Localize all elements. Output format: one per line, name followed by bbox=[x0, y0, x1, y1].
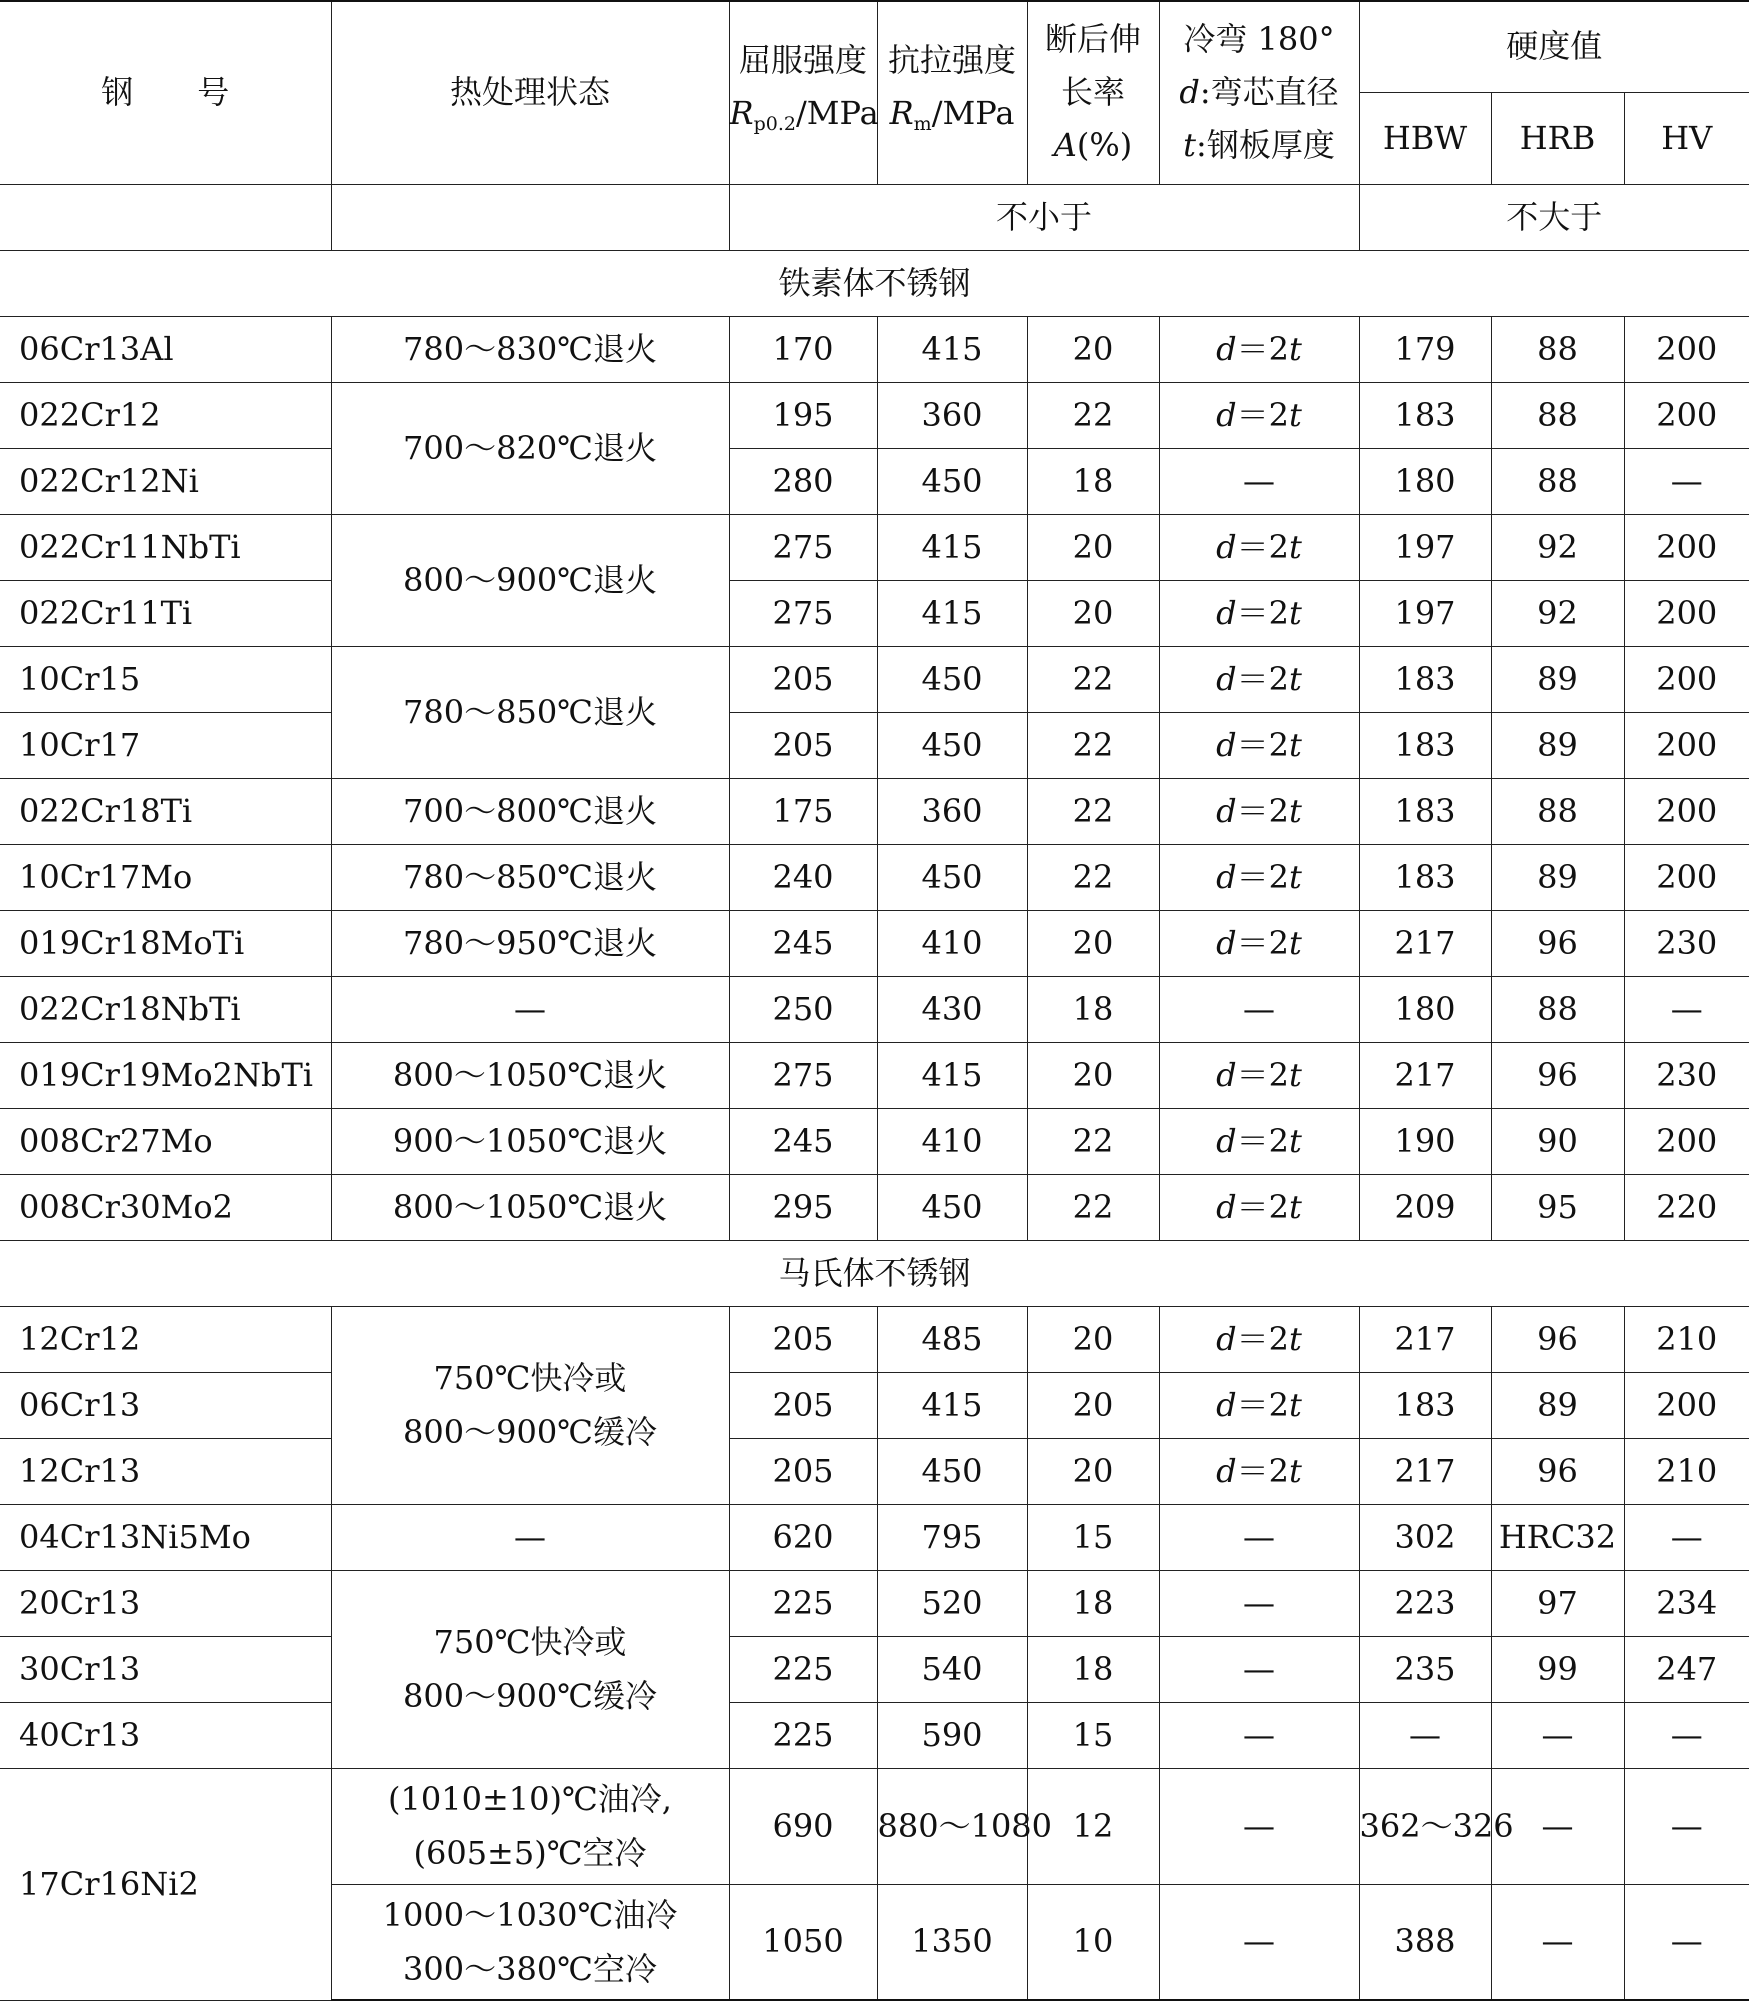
rp-cell: 205 bbox=[729, 712, 877, 778]
table-row bbox=[0, 976, 1749, 1042]
hv-cell: 230 bbox=[1624, 1042, 1749, 1108]
cold-bend-t: t:钢板厚度 bbox=[1183, 126, 1335, 165]
treatment-cell: — bbox=[331, 976, 729, 1042]
header-empty-grade bbox=[0, 184, 331, 250]
hbw-cell: 217 bbox=[1359, 1438, 1491, 1504]
grade-cell: 10Cr17 bbox=[0, 712, 331, 778]
bend-cell: d＝2t bbox=[1159, 844, 1359, 910]
hv-cell: — bbox=[1624, 1504, 1749, 1570]
bend-cell: d＝2t bbox=[1159, 1174, 1359, 1240]
hbw-cell: 388 bbox=[1359, 1884, 1491, 2000]
hv-cell: 210 bbox=[1624, 1438, 1749, 1504]
hv-cell: — bbox=[1624, 976, 1749, 1042]
bend-cell: — bbox=[1159, 1884, 1359, 2000]
rm-cell: 415 bbox=[877, 1372, 1027, 1438]
table-row bbox=[0, 316, 1749, 382]
a-cell: 20 bbox=[1027, 1372, 1159, 1438]
table-row bbox=[0, 1306, 1749, 1372]
rp-cell: 205 bbox=[729, 1306, 877, 1372]
bend-cell: d＝2t bbox=[1159, 910, 1359, 976]
a-cell: 20 bbox=[1027, 1306, 1159, 1372]
hv-cell: 200 bbox=[1624, 1108, 1749, 1174]
table-row bbox=[0, 382, 1749, 448]
hv-cell: 200 bbox=[1624, 514, 1749, 580]
table-row bbox=[0, 580, 1749, 646]
a-cell: 20 bbox=[1027, 316, 1159, 382]
a-cell: 20 bbox=[1027, 1042, 1159, 1108]
header-tensile-strength bbox=[877, 1, 1027, 184]
a-cell: 15 bbox=[1027, 1504, 1159, 1570]
hbw-cell: 183 bbox=[1359, 844, 1491, 910]
treatment-cell: 900～1050℃退火 bbox=[331, 1108, 729, 1174]
a-cell: 22 bbox=[1027, 646, 1159, 712]
hrb-cell: 95 bbox=[1491, 1174, 1624, 1240]
hrb-cell: 88 bbox=[1491, 382, 1624, 448]
rm-cell: 1350 bbox=[877, 1884, 1027, 2000]
hrb-cell: 88 bbox=[1491, 778, 1624, 844]
hv-cell: — bbox=[1624, 1768, 1749, 1884]
hv-cell: 230 bbox=[1624, 910, 1749, 976]
rp-cell: 295 bbox=[729, 1174, 877, 1240]
treatment-cell: 1000～1030℃油冷 300～380℃空冷 bbox=[331, 1884, 729, 2000]
tensile-strength-title: 抗拉强度 bbox=[887, 41, 1016, 80]
treatment-cell: (1010±10)℃油冷, (605±5)℃空冷 bbox=[331, 1768, 729, 1884]
treatment-cell: 780～850℃退火 bbox=[331, 646, 729, 778]
bend-cell: d＝2t bbox=[1159, 1372, 1359, 1438]
rp-cell: 620 bbox=[729, 1504, 877, 1570]
bend-cell: — bbox=[1159, 1504, 1359, 1570]
rm-cell: 520 bbox=[877, 1570, 1027, 1636]
grade-cell: 022Cr11NbTi bbox=[0, 514, 331, 580]
hbw-cell: 183 bbox=[1359, 382, 1491, 448]
rp-cell: 205 bbox=[729, 1372, 877, 1438]
a-cell: 10 bbox=[1027, 1884, 1159, 2000]
a-cell: 22 bbox=[1027, 712, 1159, 778]
table-row bbox=[0, 1108, 1749, 1174]
header-yield-strength bbox=[729, 1, 877, 184]
bend-cell: d＝2t bbox=[1159, 316, 1359, 382]
rp-cell: 280 bbox=[729, 448, 877, 514]
header-hbw: HBW bbox=[1359, 92, 1491, 184]
header-not-less: 不小于 bbox=[729, 184, 1359, 250]
rm-cell: 415 bbox=[877, 1042, 1027, 1108]
hv-cell: — bbox=[1624, 1884, 1749, 2000]
header-elongation bbox=[1027, 1, 1159, 184]
hrb-cell: 90 bbox=[1491, 1108, 1624, 1174]
hrb-cell: 96 bbox=[1491, 1042, 1624, 1108]
bend-cell: d＝2t bbox=[1159, 514, 1359, 580]
a-cell: 22 bbox=[1027, 844, 1159, 910]
hv-cell: 220 bbox=[1624, 1174, 1749, 1240]
grade-cell: 20Cr13 bbox=[0, 1570, 331, 1636]
grade-cell: 008Cr30Mo2 bbox=[0, 1174, 331, 1240]
rp-cell: 205 bbox=[729, 646, 877, 712]
hbw-cell: 190 bbox=[1359, 1108, 1491, 1174]
rm-cell: 415 bbox=[877, 316, 1027, 382]
hrb-cell: 96 bbox=[1491, 1438, 1624, 1504]
hbw-cell: 209 bbox=[1359, 1174, 1491, 1240]
rm-cell: 450 bbox=[877, 1174, 1027, 1240]
bend-cell: d＝2t bbox=[1159, 778, 1359, 844]
section-ferritic: 铁素体不锈钢 bbox=[0, 250, 1749, 316]
hrb-cell: 88 bbox=[1491, 976, 1624, 1042]
yield-strength-unit: $R_{p0.2}$/MPa bbox=[729, 94, 879, 136]
rp-cell: 225 bbox=[729, 1702, 877, 1768]
grade-cell: 022Cr18NbTi bbox=[0, 976, 331, 1042]
rp-cell: 175 bbox=[729, 778, 877, 844]
rm-cell: 590 bbox=[877, 1702, 1027, 1768]
hbw-cell: 183 bbox=[1359, 646, 1491, 712]
elongation-line1: 断后伸 bbox=[1044, 20, 1141, 59]
grade-cell: 17Cr16Ni2 bbox=[0, 1768, 331, 2000]
bend-cell: — bbox=[1159, 1702, 1359, 1768]
bend-cell: — bbox=[1159, 1768, 1359, 1884]
rm-cell: 540 bbox=[877, 1636, 1027, 1702]
hbw-cell: 223 bbox=[1359, 1570, 1491, 1636]
hrb-cell: 92 bbox=[1491, 514, 1624, 580]
a-cell: 20 bbox=[1027, 514, 1159, 580]
rp-cell: 1050 bbox=[729, 1884, 877, 2000]
hbw-cell: 217 bbox=[1359, 910, 1491, 976]
hv-cell: 200 bbox=[1624, 712, 1749, 778]
rm-cell: 450 bbox=[877, 646, 1027, 712]
rm-cell: 485 bbox=[877, 1306, 1027, 1372]
hv-cell: 200 bbox=[1624, 844, 1749, 910]
header-grade: 钢 号 bbox=[0, 1, 331, 184]
rp-cell: 225 bbox=[729, 1636, 877, 1702]
table-row bbox=[0, 844, 1749, 910]
treatment-cell: 780～850℃退火 bbox=[331, 844, 729, 910]
grade-cell: 06Cr13 bbox=[0, 1372, 331, 1438]
hrb-cell: 97 bbox=[1491, 1570, 1624, 1636]
rp-cell: 275 bbox=[729, 1042, 877, 1108]
grade-cell: 022Cr12 bbox=[0, 382, 331, 448]
table-row bbox=[0, 1636, 1749, 1702]
treatment-cell: 800～1050℃退火 bbox=[331, 1174, 729, 1240]
hbw-cell: 183 bbox=[1359, 712, 1491, 778]
rm-cell: 880～1080 bbox=[877, 1768, 1027, 1884]
grade-cell: 022Cr18Ti bbox=[0, 778, 331, 844]
table-row bbox=[0, 646, 1749, 712]
hv-cell: — bbox=[1624, 448, 1749, 514]
table-row bbox=[0, 1504, 1749, 1570]
hbw-cell: 180 bbox=[1359, 448, 1491, 514]
a-cell: 22 bbox=[1027, 1174, 1159, 1240]
treatment-cell: 700～820℃退火 bbox=[331, 382, 729, 514]
hv-cell: 200 bbox=[1624, 382, 1749, 448]
bend-cell: d＝2t bbox=[1159, 646, 1359, 712]
table-row bbox=[0, 448, 1749, 514]
yield-strength-title: 屈服强度 bbox=[738, 41, 867, 80]
grade-cell: 12Cr12 bbox=[0, 1306, 331, 1372]
rm-cell: 415 bbox=[877, 514, 1027, 580]
hbw-cell: 302 bbox=[1359, 1504, 1491, 1570]
bend-cell: d＝2t bbox=[1159, 580, 1359, 646]
treatment-cell: 750℃快冷或 800～900℃缓冷 bbox=[331, 1570, 729, 1768]
section-martensitic: 马氏体不锈钢 bbox=[0, 1240, 1749, 1306]
hv-cell: 210 bbox=[1624, 1306, 1749, 1372]
grade-cell: 06Cr13Al bbox=[0, 316, 331, 382]
a-cell: 12 bbox=[1027, 1768, 1159, 1884]
a-cell: 20 bbox=[1027, 580, 1159, 646]
elongation-unit: A(%) bbox=[1053, 126, 1133, 165]
header-empty-treatment bbox=[331, 184, 729, 250]
grade-cell: 10Cr17Mo bbox=[0, 844, 331, 910]
table-row bbox=[0, 1702, 1749, 1768]
rm-cell: 450 bbox=[877, 448, 1027, 514]
rp-cell: 275 bbox=[729, 514, 877, 580]
hrb-cell: 89 bbox=[1491, 844, 1624, 910]
bend-cell: — bbox=[1159, 1570, 1359, 1636]
grade-cell: 30Cr13 bbox=[0, 1636, 331, 1702]
treatment-cell: 800～900℃退火 bbox=[331, 514, 729, 646]
hrb-cell: 89 bbox=[1491, 646, 1624, 712]
bend-cell: — bbox=[1159, 1636, 1359, 1702]
a-cell: 22 bbox=[1027, 1108, 1159, 1174]
bend-cell: d＝2t bbox=[1159, 1042, 1359, 1108]
elongation-line2: 长率 bbox=[1060, 73, 1125, 112]
grade-cell: 019Cr19Mo2NbTi bbox=[0, 1042, 331, 1108]
a-cell: 18 bbox=[1027, 1636, 1159, 1702]
bend-cell: d＝2t bbox=[1159, 382, 1359, 448]
table-row bbox=[0, 778, 1749, 844]
bend-cell: d＝2t bbox=[1159, 1306, 1359, 1372]
table-row bbox=[0, 712, 1749, 778]
table-row bbox=[0, 1768, 1749, 1884]
rp-cell: 240 bbox=[729, 844, 877, 910]
treatment-cell: 750℃快冷或 800～900℃缓冷 bbox=[331, 1306, 729, 1504]
tensile-strength-unit: $R_m$/MPa bbox=[889, 94, 1015, 136]
hrb-cell: — bbox=[1491, 1702, 1624, 1768]
rp-cell: 195 bbox=[729, 382, 877, 448]
hbw-cell: 362～326 bbox=[1359, 1768, 1491, 1884]
rm-cell: 410 bbox=[877, 910, 1027, 976]
a-cell: 20 bbox=[1027, 910, 1159, 976]
treatment-cell: 780～950℃退火 bbox=[331, 910, 729, 976]
hrb-cell: 96 bbox=[1491, 1306, 1624, 1372]
hv-cell: 200 bbox=[1624, 580, 1749, 646]
hrb-cell: — bbox=[1491, 1768, 1624, 1884]
bend-cell: d＝2t bbox=[1159, 712, 1359, 778]
hbw-cell: 183 bbox=[1359, 1372, 1491, 1438]
grade-cell: 008Cr27Mo bbox=[0, 1108, 331, 1174]
treatment-cell: 700～800℃退火 bbox=[331, 778, 729, 844]
rm-cell: 360 bbox=[877, 382, 1027, 448]
hrb-cell: 88 bbox=[1491, 316, 1624, 382]
rp-cell: 245 bbox=[729, 1108, 877, 1174]
rp-cell: 225 bbox=[729, 1570, 877, 1636]
rm-cell: 795 bbox=[877, 1504, 1027, 1570]
hrb-cell: 89 bbox=[1491, 712, 1624, 778]
grade-cell: 022Cr12Ni bbox=[0, 448, 331, 514]
rm-cell: 360 bbox=[877, 778, 1027, 844]
hrb-cell: 92 bbox=[1491, 580, 1624, 646]
hv-cell: 200 bbox=[1624, 778, 1749, 844]
bend-cell: d＝2t bbox=[1159, 1438, 1359, 1504]
grade-cell: 12Cr13 bbox=[0, 1438, 331, 1504]
hrb-cell: 99 bbox=[1491, 1636, 1624, 1702]
hv-cell: 234 bbox=[1624, 1570, 1749, 1636]
grade-cell: 40Cr13 bbox=[0, 1702, 331, 1768]
hbw-cell: 197 bbox=[1359, 514, 1491, 580]
a-cell: 18 bbox=[1027, 976, 1159, 1042]
a-cell: 18 bbox=[1027, 448, 1159, 514]
hbw-cell: 197 bbox=[1359, 580, 1491, 646]
table-row bbox=[0, 910, 1749, 976]
table-row bbox=[0, 1570, 1749, 1636]
hv-cell: 247 bbox=[1624, 1636, 1749, 1702]
rp-cell: 205 bbox=[729, 1438, 877, 1504]
hbw-cell: 180 bbox=[1359, 976, 1491, 1042]
table-row bbox=[0, 1174, 1749, 1240]
a-cell: 22 bbox=[1027, 382, 1159, 448]
grade-cell: 022Cr11Ti bbox=[0, 580, 331, 646]
header-hardness: 硬度值 bbox=[1359, 1, 1749, 92]
hv-cell: 200 bbox=[1624, 1372, 1749, 1438]
rm-cell: 410 bbox=[877, 1108, 1027, 1174]
grade-cell: 10Cr15 bbox=[0, 646, 331, 712]
hrb-cell: 88 bbox=[1491, 448, 1624, 514]
hrb-cell: — bbox=[1491, 1884, 1624, 2000]
hrb-cell: HRC32 bbox=[1491, 1504, 1624, 1570]
cold-bend-line1: 冷弯 180° bbox=[1183, 20, 1335, 59]
hbw-cell: 183 bbox=[1359, 778, 1491, 844]
rm-cell: 430 bbox=[877, 976, 1027, 1042]
header-cold-bend bbox=[1159, 1, 1359, 184]
hbw-cell: — bbox=[1359, 1702, 1491, 1768]
hv-cell: 200 bbox=[1624, 316, 1749, 382]
rp-cell: 690 bbox=[729, 1768, 877, 1884]
grade-cell: 04Cr13Ni5Mo bbox=[0, 1504, 331, 1570]
table-row bbox=[0, 514, 1749, 580]
hv-cell: — bbox=[1624, 1702, 1749, 1768]
cold-bend-d: d:弯芯直径 bbox=[1179, 73, 1339, 112]
table-row bbox=[0, 1042, 1749, 1108]
header-heat-treatment: 热处理状态 bbox=[331, 1, 729, 184]
hrb-cell: 96 bbox=[1491, 910, 1624, 976]
rp-cell: 275 bbox=[729, 580, 877, 646]
bend-cell: — bbox=[1159, 448, 1359, 514]
rm-cell: 415 bbox=[877, 580, 1027, 646]
treatment-cell: — bbox=[331, 1504, 729, 1570]
header-hv: HV bbox=[1624, 92, 1749, 184]
table-row bbox=[0, 1438, 1749, 1504]
rm-cell: 450 bbox=[877, 1438, 1027, 1504]
hbw-cell: 235 bbox=[1359, 1636, 1491, 1702]
rp-cell: 250 bbox=[729, 976, 877, 1042]
treatment-cell: 800～1050℃退火 bbox=[331, 1042, 729, 1108]
rm-cell: 450 bbox=[877, 844, 1027, 910]
hv-cell: 200 bbox=[1624, 646, 1749, 712]
hrb-cell: 89 bbox=[1491, 1372, 1624, 1438]
bend-cell: d＝2t bbox=[1159, 1108, 1359, 1174]
a-cell: 20 bbox=[1027, 1438, 1159, 1504]
grade-cell: 019Cr18MoTi bbox=[0, 910, 331, 976]
rp-cell: 170 bbox=[729, 316, 877, 382]
treatment-cell: 780～830℃退火 bbox=[331, 316, 729, 382]
bend-cell: — bbox=[1159, 976, 1359, 1042]
header-not-more: 不大于 bbox=[1359, 184, 1749, 250]
hbw-cell: 217 bbox=[1359, 1042, 1491, 1108]
table-row bbox=[0, 1372, 1749, 1438]
a-cell: 15 bbox=[1027, 1702, 1159, 1768]
a-cell: 22 bbox=[1027, 778, 1159, 844]
hbw-cell: 179 bbox=[1359, 316, 1491, 382]
header-hrb: HRB bbox=[1491, 92, 1624, 184]
rm-cell: 450 bbox=[877, 712, 1027, 778]
rp-cell: 245 bbox=[729, 910, 877, 976]
hbw-cell: 217 bbox=[1359, 1306, 1491, 1372]
a-cell: 18 bbox=[1027, 1570, 1159, 1636]
